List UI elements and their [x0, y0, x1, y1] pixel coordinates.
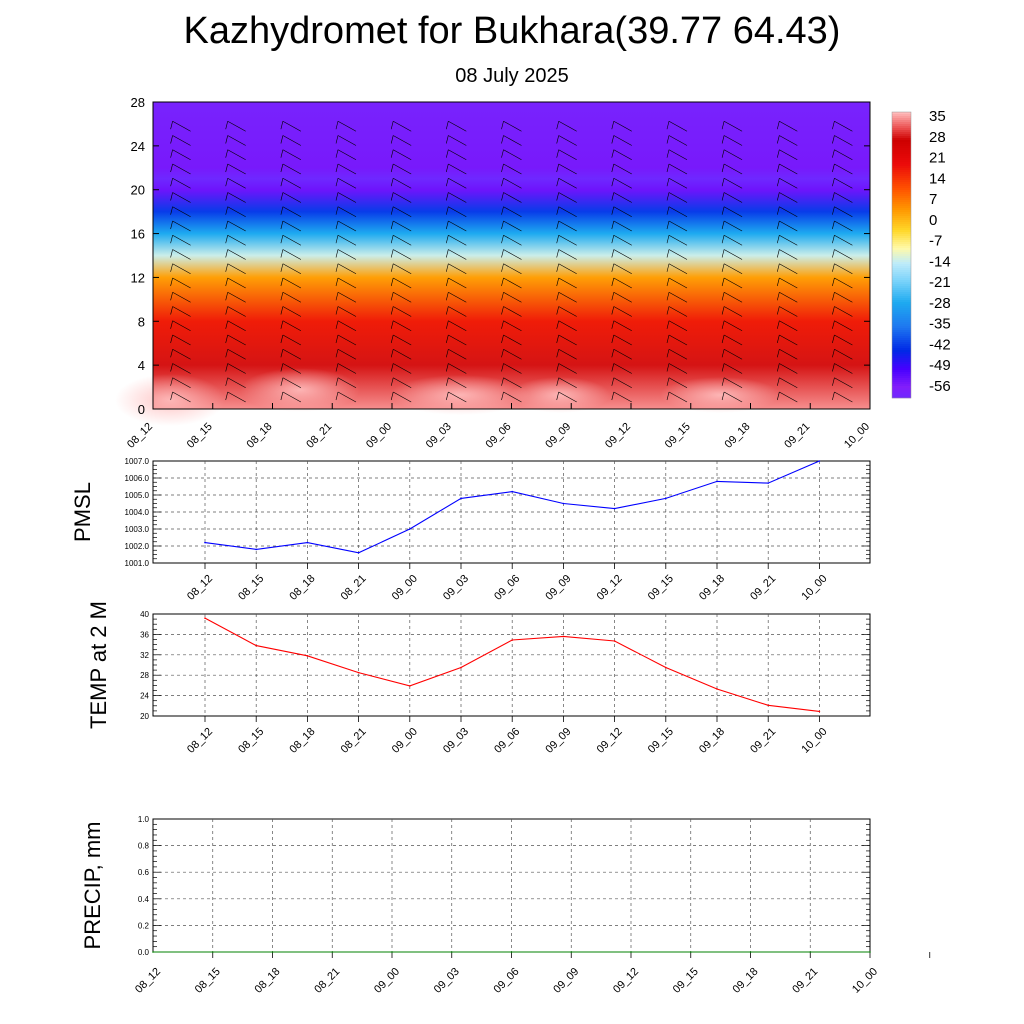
colorbar-label: -35 — [929, 315, 951, 333]
precip-x-tick-label: 10_00 — [850, 965, 881, 996]
colorbar-swatch — [892, 142, 911, 144]
heatmap-x-tick-label: 09_21 — [782, 420, 813, 451]
colorbar-swatch — [892, 330, 911, 332]
precip-data-point — [809, 951, 811, 953]
colorbar-swatch — [892, 228, 911, 230]
colorbar-swatch — [892, 318, 911, 320]
temp-frame — [153, 614, 870, 716]
colorbar-swatch — [892, 370, 911, 372]
pmsl-x-tick-label: 08_12 — [185, 572, 216, 603]
colorbar-swatch — [892, 304, 911, 306]
precip-data-point — [511, 951, 513, 953]
temp-data-point — [665, 667, 667, 669]
precip-data-point — [272, 951, 274, 953]
colorbar-swatch — [892, 224, 911, 226]
colorbar-swatch — [892, 368, 911, 370]
colorbar-swatch — [892, 388, 911, 390]
colorbar-swatch — [892, 272, 911, 274]
colorbar-swatch — [892, 386, 911, 388]
pmsl-x-tick-label: 09_03 — [441, 572, 472, 603]
colorbar-swatch — [892, 346, 911, 348]
precip-data-point — [690, 951, 692, 953]
colorbar-swatch — [892, 214, 911, 216]
precip-x-tick-label: 08_18 — [252, 965, 283, 996]
colorbar-swatch — [892, 156, 911, 158]
chart-title: Kazhydromet for Bukhara(39.77 64.43) — [183, 10, 841, 52]
colorbar-swatch — [892, 252, 911, 254]
colorbar-swatch — [892, 288, 911, 290]
precip-x-tick-label: 08_21 — [312, 965, 343, 996]
heatmap-x-tick-label: 09_03 — [423, 420, 454, 451]
precip-x-tick-label: 09_21 — [790, 965, 821, 996]
colorbar-swatch — [892, 254, 911, 256]
temp-data-point — [716, 688, 718, 690]
colorbar-swatch — [892, 362, 911, 364]
heatmap-x-tick-label: 09_15 — [662, 420, 693, 451]
colorbar-swatch — [892, 328, 911, 330]
colorbar-swatch — [892, 130, 911, 132]
precip-data-point — [152, 951, 154, 953]
colorbar-swatch — [892, 274, 911, 276]
colorbar-swatch — [892, 128, 911, 130]
colorbar-label: 28 — [929, 128, 946, 146]
precip-data-point — [869, 951, 871, 953]
precip-y-tick-label: 0.0 — [137, 948, 149, 957]
colorbar-label: 14 — [929, 170, 946, 188]
temp-data-point — [614, 640, 616, 642]
colorbar-swatch — [892, 200, 911, 202]
heatmap-y-tick-label: 16 — [130, 226, 145, 242]
pmsl-data-point — [665, 498, 667, 500]
colorbar-swatch — [892, 204, 911, 206]
colorbar-swatch — [892, 112, 911, 114]
precip-x-tick-label: 09_15 — [670, 965, 701, 996]
colorbar-swatch — [892, 382, 911, 384]
precip-x-tick-label: 09_09 — [551, 965, 582, 996]
colorbar-label: -49 — [929, 357, 951, 375]
colorbar-swatch — [892, 250, 911, 252]
colorbar-swatch — [892, 176, 911, 178]
pmsl-data-point — [767, 482, 769, 484]
colorbar-swatch — [892, 324, 911, 326]
colorbar-swatch — [892, 308, 911, 310]
colorbar-swatch — [892, 192, 911, 194]
colorbar-swatch — [892, 348, 911, 350]
temp-y-axis-label: TEMP at 2 M — [86, 601, 111, 729]
colorbar-swatch — [892, 152, 911, 154]
precip-data-point — [451, 951, 453, 953]
colorbar-swatch — [892, 248, 911, 250]
colorbar-swatch — [892, 258, 911, 260]
pmsl-x-tick-label: 09_09 — [543, 572, 574, 603]
heatmap-y-tick-label: 0 — [137, 402, 145, 417]
colorbar-swatch — [892, 290, 911, 292]
colorbar-swatch — [892, 210, 911, 212]
colorbar-swatch — [892, 140, 911, 142]
heatmap-y-tick-label: 20 — [130, 182, 145, 198]
heatmap-y-tick-label: 12 — [130, 270, 145, 286]
colorbar-swatch — [892, 122, 911, 124]
temp-x-tick-label: 09_12 — [594, 725, 625, 756]
colorbar-swatch — [892, 216, 911, 218]
pmsl-x-tick-label: 09_18 — [697, 572, 728, 603]
temp-x-tick-label: 08_12 — [185, 725, 216, 756]
colorbar-swatch — [892, 356, 911, 358]
precip-y-tick-label: 0.2 — [137, 921, 149, 931]
colorbar-swatch — [892, 162, 911, 164]
temp-x-tick-label: 09_15 — [645, 725, 676, 756]
precip-data-point — [630, 951, 632, 953]
temp-data-point — [460, 667, 462, 669]
colorbar-swatch — [892, 244, 911, 246]
colorbar-swatch — [892, 268, 911, 270]
colorbar-swatch — [892, 300, 911, 302]
heatmap-y-tick-label: 4 — [137, 358, 145, 374]
temp-data-point — [409, 685, 411, 687]
pmsl-y-tick-label: 1007.0 — [124, 457, 149, 466]
pmsl-data-point — [614, 508, 616, 510]
pmsl-y-tick-label: 1002.0 — [124, 542, 149, 551]
colorbar-label: -42 — [929, 336, 951, 354]
chart-subtitle: 08 July 2025 — [455, 65, 569, 87]
temp-x-tick-label: 09_00 — [389, 725, 420, 756]
pmsl-y-tick-label: 1004.0 — [124, 508, 149, 517]
colorbar-swatch — [892, 114, 911, 116]
precip-data-point — [570, 951, 572, 953]
colorbar-swatch — [892, 358, 911, 360]
pmsl-x-tick-label: 09_15 — [645, 572, 676, 603]
colorbar-swatch — [892, 322, 911, 324]
pmsl-y-tick-label: 1003.0 — [124, 525, 149, 534]
colorbar-swatch — [892, 170, 911, 172]
temp-x-tick-label: 09_06 — [492, 725, 523, 756]
temp-y-tick-label: 28 — [140, 671, 149, 681]
precip-y-tick-label: 0.6 — [137, 868, 149, 878]
pmsl-data-point — [255, 549, 257, 551]
colorbar-swatch — [892, 220, 911, 222]
colorbar-swatch — [892, 126, 911, 128]
pmsl-x-tick-label: 09_06 — [492, 572, 523, 603]
colorbar-swatch — [892, 310, 911, 312]
pmsl-y-axis-label: PMSL — [70, 482, 95, 542]
pmsl-data-point — [204, 542, 206, 544]
colorbar-swatch — [892, 260, 911, 262]
colorbar-swatch — [892, 364, 911, 366]
colorbar-swatch — [892, 232, 911, 234]
colorbar-swatch — [892, 278, 911, 280]
temp-data-point — [255, 645, 257, 647]
precip-y-axis-label: PRECIP, mm — [80, 821, 105, 950]
colorbar-swatch — [892, 378, 911, 380]
colorbar-swatch — [892, 354, 911, 356]
precip-data-point — [212, 951, 214, 953]
heatmap-y-tick-label: 8 — [137, 314, 145, 330]
colorbar-swatch — [892, 238, 911, 240]
precip-x-tick-label: 08_12 — [133, 965, 164, 996]
colorbar-label: 21 — [929, 149, 946, 167]
temp-data-point — [204, 617, 206, 619]
heatmap-y-tick-label: 28 — [130, 95, 145, 110]
pmsl-x-tick-label: 09_00 — [389, 572, 420, 603]
colorbar-swatch — [892, 394, 911, 396]
colorbar-swatch — [892, 380, 911, 382]
temp-data-point — [358, 672, 360, 674]
temp-x-tick-label: 09_18 — [697, 725, 728, 756]
colorbar-swatch — [892, 384, 911, 386]
colorbar-swatch — [892, 372, 911, 374]
pmsl-x-tick-label: 08_18 — [287, 572, 318, 603]
colorbar-swatch — [892, 340, 911, 342]
colorbar-swatch — [892, 276, 911, 278]
warm-surface-area — [240, 368, 360, 412]
colorbar-swatch — [892, 294, 911, 296]
precip-x-tick-label: 09_12 — [611, 965, 642, 996]
temp-x-tick-label: 08_21 — [338, 725, 369, 756]
colorbar-swatch — [892, 146, 911, 148]
colorbar-swatch — [892, 240, 911, 242]
colorbar-swatch — [892, 132, 911, 134]
precip-y-tick-label: 0.8 — [137, 841, 149, 851]
heatmap-x-tick-label: 08_15 — [184, 420, 215, 451]
warm-surface-area — [115, 374, 225, 426]
colorbar-swatch — [892, 174, 911, 176]
colorbar-swatch — [892, 314, 911, 316]
colorbar-label: 7 — [929, 191, 938, 209]
temp-x-tick-label: 09_03 — [441, 725, 472, 756]
colorbar-swatch — [892, 302, 911, 304]
colorbar-swatch — [892, 136, 911, 138]
pmsl-x-tick-label: 10_00 — [799, 572, 830, 603]
precip-data-point — [750, 951, 752, 953]
temp-data-point — [563, 636, 565, 638]
temp-y-tick-label: 36 — [140, 630, 149, 640]
temp-y-tick-label: 20 — [140, 712, 149, 721]
colorbar-swatch — [892, 188, 911, 190]
colorbar-label: 35 — [929, 108, 946, 125]
precip-y-tick-label: 0.4 — [137, 894, 149, 904]
colorbar-swatch — [892, 326, 911, 328]
colorbar-swatch — [892, 208, 911, 210]
pmsl-data-point — [819, 460, 821, 462]
colorbar-swatch — [892, 350, 911, 352]
colorbar-swatch — [892, 180, 911, 182]
colorbar-swatch — [892, 198, 911, 200]
colorbar-swatch — [892, 218, 911, 220]
colorbar-swatch — [892, 236, 911, 238]
colorbar-swatch — [892, 316, 911, 318]
colorbar-swatch — [892, 230, 911, 232]
colorbar-swatch — [892, 172, 911, 174]
colorbar-swatch — [892, 282, 911, 284]
colorbar-label: -14 — [929, 253, 951, 271]
pmsl-x-tick-label: 08_15 — [236, 572, 267, 603]
colorbar-swatch — [892, 298, 911, 300]
colorbar-swatch — [892, 178, 911, 180]
colorbar-swatch — [892, 148, 911, 150]
precip-x-tick-label: 09_18 — [730, 965, 761, 996]
heatmap-x-tick-label: 09_09 — [543, 420, 574, 451]
pmsl-y-tick-label: 1006.0 — [124, 474, 149, 483]
colorbar-swatch — [892, 338, 911, 340]
colorbar-swatch — [892, 344, 911, 346]
warm-surface-area — [510, 377, 610, 413]
colorbar-swatch — [892, 270, 911, 272]
colorbar-swatch — [892, 168, 911, 170]
warm-surface-area — [660, 377, 780, 413]
precip-data-point — [331, 951, 333, 953]
heatmap-x-tick-label: 08_21 — [304, 420, 335, 451]
colorbar-swatch — [892, 320, 911, 322]
colorbar-label: -21 — [929, 274, 951, 292]
precip-x-tick-label: 09_00 — [372, 965, 403, 996]
heatmap-x-tick-label: 09_00 — [364, 420, 395, 451]
colorbar-swatch — [892, 234, 911, 236]
precip-y-tick-label: 1.0 — [137, 815, 149, 824]
temp-data-point — [511, 639, 513, 641]
pmsl-data-point — [307, 542, 309, 544]
colorbar-swatch — [892, 366, 911, 368]
colorbar-swatch — [892, 392, 911, 394]
temp-x-tick-label: 10_00 — [799, 725, 830, 756]
colorbar-swatch — [892, 186, 911, 188]
temp-x-tick-label: 09_09 — [543, 725, 574, 756]
colorbar-label: 0 — [929, 211, 938, 229]
colorbar-swatch — [892, 206, 911, 208]
colorbar-label: -56 — [929, 378, 951, 395]
colorbar-swatch — [892, 222, 911, 224]
colorbar-swatch — [892, 116, 911, 118]
colorbar-swatch — [892, 144, 911, 146]
colorbar-swatch — [892, 194, 911, 196]
colorbar-swatch — [892, 160, 911, 162]
heatmap-y-tick-label: 24 — [130, 138, 145, 154]
colorbar-swatch — [892, 242, 911, 244]
colorbar-swatch — [892, 336, 911, 338]
pmsl-data-point — [409, 528, 411, 530]
heatmap-x-tick-label: 09_18 — [722, 420, 753, 451]
colorbar-swatch — [892, 118, 911, 120]
colorbar-swatch — [892, 166, 911, 168]
colorbar-swatch — [892, 292, 911, 294]
colorbar-swatch — [892, 154, 911, 156]
colorbar-swatch — [892, 150, 911, 152]
colorbar-swatch — [892, 342, 911, 344]
colorbar-label: -7 — [929, 232, 943, 250]
heatmap-x-tick-label: 10_00 — [842, 420, 873, 451]
colorbar-swatch — [892, 332, 911, 334]
pmsl-x-tick-label: 09_21 — [748, 572, 779, 603]
colorbar-swatch — [892, 306, 911, 308]
colorbar-swatch — [892, 264, 911, 266]
colorbar-swatch — [892, 138, 911, 140]
colorbar-swatch — [892, 312, 911, 314]
heatmap-x-tick-label: 09_12 — [603, 420, 634, 451]
precip-x-tick-label: 09_03 — [431, 965, 462, 996]
colorbar-swatch — [892, 360, 911, 362]
temp-data-point — [307, 655, 309, 657]
pmsl-y-tick-label: 1001.0 — [124, 559, 149, 568]
heatmap-x-tick-label: 08_18 — [244, 420, 275, 451]
precip-x-tick-label: 08_15 — [192, 965, 223, 996]
colorbar-swatch — [892, 390, 911, 392]
colorbar-swatch — [892, 246, 911, 248]
colorbar-swatch — [892, 296, 911, 298]
colorbar-swatch — [892, 284, 911, 286]
pmsl-data-point — [358, 552, 360, 554]
colorbar-swatch — [892, 120, 911, 122]
colorbar-swatch — [892, 182, 911, 184]
colorbar-swatch — [892, 286, 911, 288]
pmsl-y-tick-label: 1005.0 — [124, 491, 149, 500]
colorbar-swatch — [892, 226, 911, 228]
colorbar-swatch — [892, 262, 911, 264]
heatmap-field — [153, 102, 870, 409]
temp-y-tick-label: 40 — [140, 610, 149, 619]
temp-data-point — [819, 711, 821, 713]
colorbar-swatch — [892, 256, 911, 258]
colorbar-swatch — [892, 164, 911, 166]
pmsl-data-point — [563, 503, 565, 505]
colorbar-swatch — [892, 196, 911, 198]
precip-x-tick-label: 09_06 — [491, 965, 522, 996]
colorbar-swatch — [892, 190, 911, 192]
temp-y-tick-label: 32 — [140, 650, 149, 660]
temp-x-tick-label: 08_15 — [236, 725, 267, 756]
temp-y-tick-label: 24 — [140, 691, 149, 701]
pmsl-frame — [153, 461, 870, 563]
pmsl-x-tick-label: 08_21 — [338, 572, 369, 603]
pmsl-data-point — [460, 498, 462, 500]
colorbar-swatch — [892, 374, 911, 376]
temp-x-tick-label: 08_18 — [287, 725, 318, 756]
pmsl-x-tick-label: 09_12 — [594, 572, 625, 603]
temp-data-point — [767, 704, 769, 706]
colorbar-swatch — [892, 334, 911, 336]
colorbar-swatch — [892, 124, 911, 126]
colorbar-label: -28 — [929, 294, 951, 312]
heatmap-x-tick-label: 08_12 — [125, 420, 156, 451]
colorbar-swatch — [892, 212, 911, 214]
colorbar-swatch — [892, 352, 911, 354]
colorbar-swatch — [892, 202, 911, 204]
heatmap-x-tick-label: 09_06 — [483, 420, 514, 451]
temp-x-tick-label: 09_21 — [748, 725, 779, 756]
pmsl-data-point — [511, 491, 513, 493]
pmsl-data-point — [716, 481, 718, 483]
colorbar-swatch — [892, 158, 911, 160]
colorbar-swatch — [892, 266, 911, 268]
colorbar-swatch — [892, 134, 911, 136]
colorbar-swatch — [892, 376, 911, 378]
colorbar-swatch — [892, 184, 911, 186]
precip-data-point — [391, 951, 393, 953]
colorbar-swatch — [892, 280, 911, 282]
